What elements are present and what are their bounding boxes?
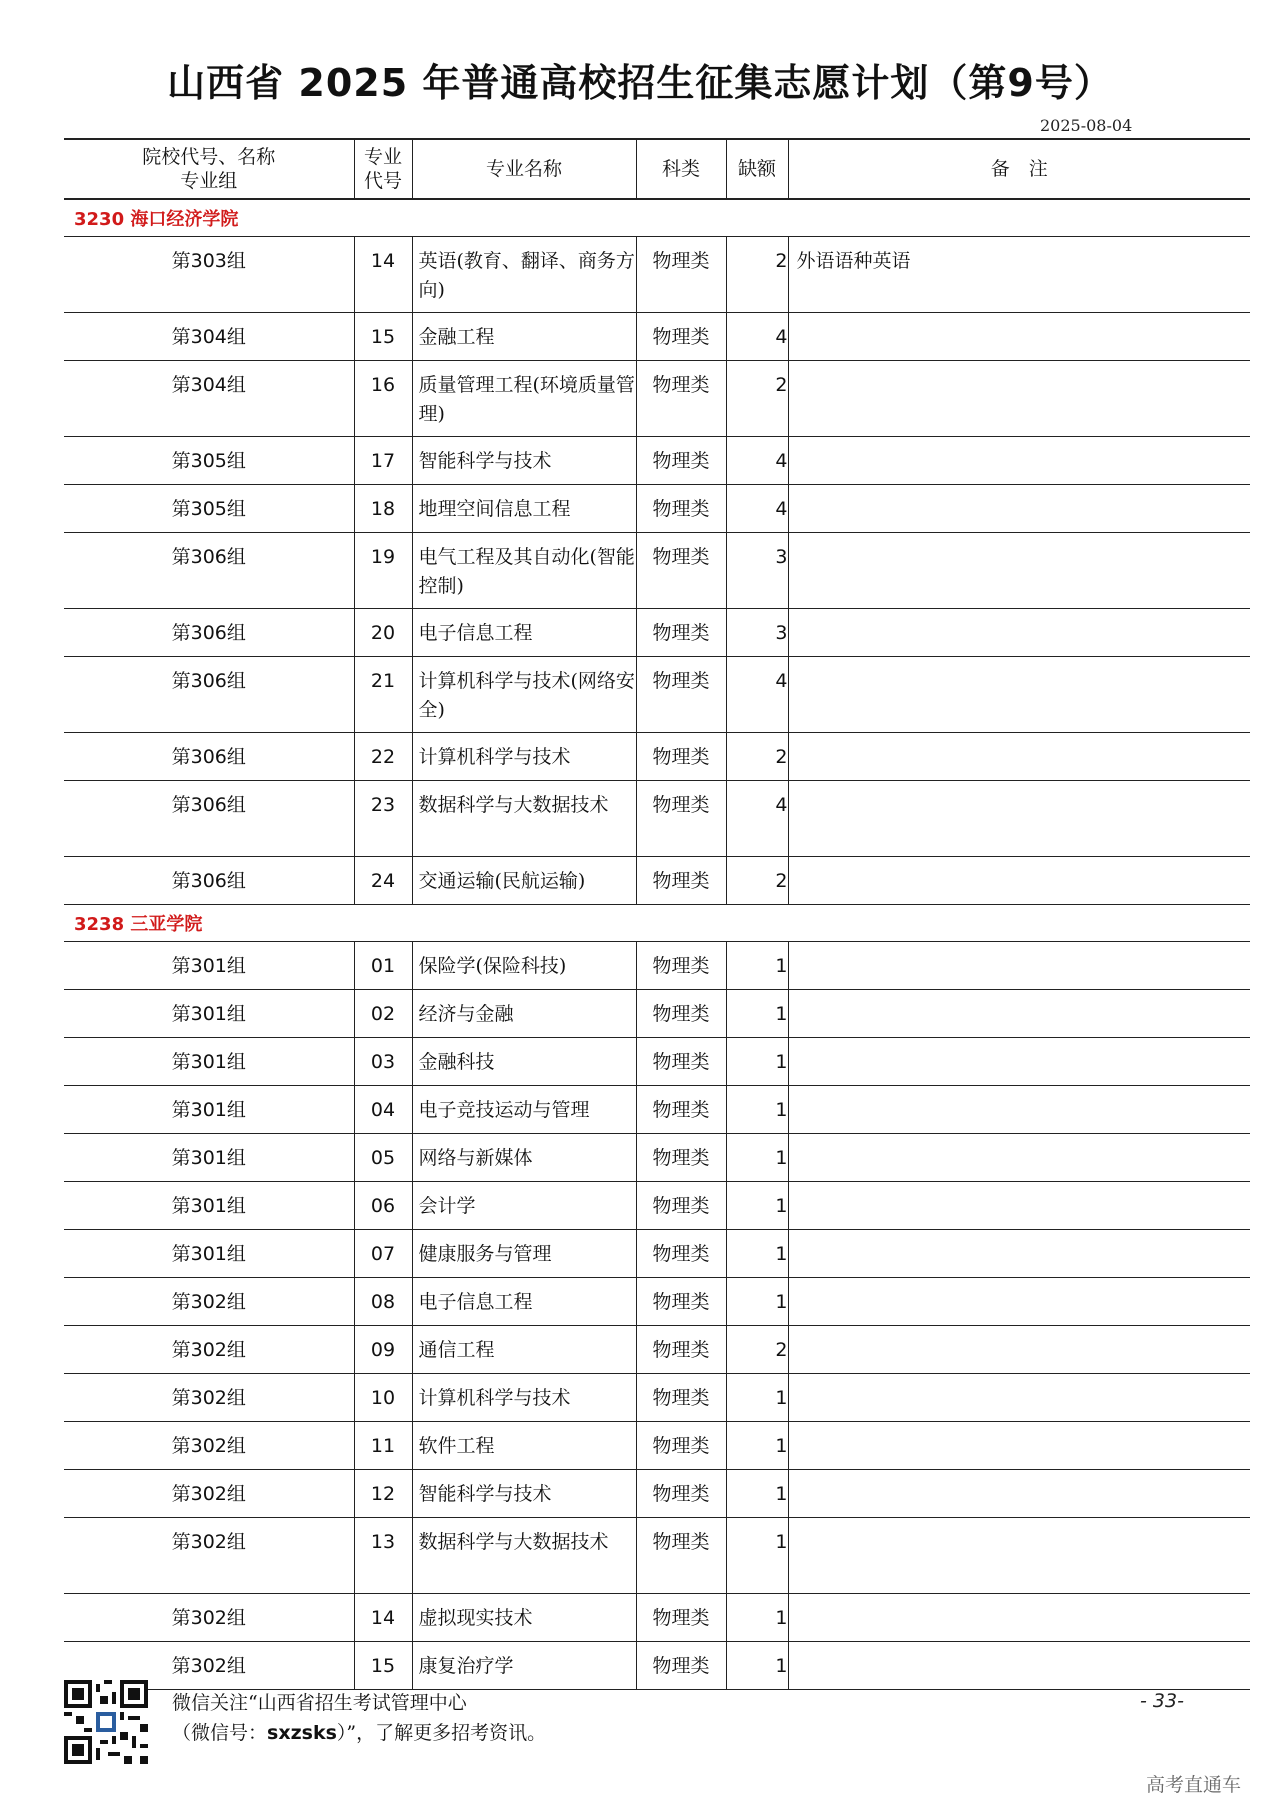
group-cell: 第301组 xyxy=(64,1086,354,1134)
major-name-cell: 计算机科学与技术 xyxy=(412,1374,636,1422)
major-code-cell: 02 xyxy=(354,990,412,1038)
group-cell: 第306组 xyxy=(64,781,354,857)
vacancy-cell: 1 xyxy=(726,1642,788,1690)
footer-line-1: 微信关注“山西省招生考试管理中心 xyxy=(172,1692,467,1714)
table-row xyxy=(64,857,1250,905)
vacancy-cell: 4 xyxy=(726,781,788,857)
major-name-cell: 智能科学与技术 xyxy=(412,437,636,485)
table-row xyxy=(64,1594,1250,1642)
major-name-cell: 数据科学与大数据技术 xyxy=(412,781,636,857)
header-subject: 科类 xyxy=(636,139,726,199)
major-code-cell: 06 xyxy=(354,1182,412,1230)
vacancy-cell: 1 xyxy=(726,1086,788,1134)
header-institution-group xyxy=(64,139,354,199)
major-code-cell: 13 xyxy=(354,1518,412,1594)
major-name-cell: 经济与金融 xyxy=(412,990,636,1038)
group-cell: 第302组 xyxy=(64,1594,354,1642)
watermark: 高考直通车 xyxy=(1146,1774,1242,1796)
note-cell xyxy=(788,1518,1250,1594)
group-cell: 第301组 xyxy=(64,1038,354,1086)
header-major-code xyxy=(354,139,412,199)
header-note: 备 注 xyxy=(788,139,1250,199)
major-name-cell: 网络与新媒体 xyxy=(412,1134,636,1182)
note-cell xyxy=(788,733,1250,781)
table-row xyxy=(64,1134,1250,1182)
major-code-cell: 01 xyxy=(354,942,412,990)
subject-cell: 物理类 xyxy=(636,437,726,485)
note-cell xyxy=(788,1182,1250,1230)
footer-line-2-prefix: （微信号： xyxy=(172,1722,268,1744)
note-cell xyxy=(788,1038,1250,1086)
institution-heading-row xyxy=(64,199,1250,237)
vacancy-cell: 3 xyxy=(726,533,788,609)
subject-cell: 物理类 xyxy=(636,237,726,313)
major-code-cell: 10 xyxy=(354,1374,412,1422)
note-cell xyxy=(788,1470,1250,1518)
group-cell: 第301组 xyxy=(64,1230,354,1278)
table-row xyxy=(64,657,1250,733)
major-code-cell: 14 xyxy=(354,237,412,313)
major-name-cell: 通信工程 xyxy=(412,1326,636,1374)
table-row xyxy=(64,1470,1250,1518)
vacancy-cell: 1 xyxy=(726,942,788,990)
major-name-cell: 虚拟现实技术 xyxy=(412,1594,636,1642)
vacancy-cell: 2 xyxy=(726,361,788,437)
vacancy-cell: 1 xyxy=(726,1374,788,1422)
note-cell xyxy=(788,1278,1250,1326)
footer-wechat-notice xyxy=(172,1688,546,1748)
major-name-cell: 金融工程 xyxy=(412,313,636,361)
group-cell: 第302组 xyxy=(64,1422,354,1470)
major-code-cell: 19 xyxy=(354,533,412,609)
subject-cell: 物理类 xyxy=(636,733,726,781)
note-cell: 外语语种英语 xyxy=(788,237,1250,313)
major-name-cell: 康复治疗学 xyxy=(412,1642,636,1690)
note-cell xyxy=(788,1326,1250,1374)
major-name-cell: 软件工程 xyxy=(412,1422,636,1470)
group-cell: 第302组 xyxy=(64,1470,354,1518)
footer-line-2-suffix: ）”，了解更多招考资讯。 xyxy=(336,1722,547,1744)
group-cell: 第306组 xyxy=(64,857,354,905)
note-cell xyxy=(788,1422,1250,1470)
major-code-cell: 15 xyxy=(354,313,412,361)
table-row xyxy=(64,313,1250,361)
footer-line-2 xyxy=(172,1718,546,1748)
group-cell: 第304组 xyxy=(64,313,354,361)
subject-cell: 物理类 xyxy=(636,1278,726,1326)
major-name-cell: 地理空间信息工程 xyxy=(412,485,636,533)
table-row xyxy=(64,781,1250,857)
major-code-cell: 23 xyxy=(354,781,412,857)
vacancy-cell: 4 xyxy=(726,657,788,733)
major-name-cell: 智能科学与技术 xyxy=(412,1470,636,1518)
subject-cell: 物理类 xyxy=(636,1038,726,1086)
group-cell: 第301组 xyxy=(64,1182,354,1230)
subject-cell: 物理类 xyxy=(636,1134,726,1182)
group-cell: 第305组 xyxy=(64,437,354,485)
table-row xyxy=(64,1230,1250,1278)
group-cell: 第303组 xyxy=(64,237,354,313)
subject-cell: 物理类 xyxy=(636,1422,726,1470)
vacancy-cell: 2 xyxy=(726,857,788,905)
subject-cell: 物理类 xyxy=(636,485,726,533)
note-cell xyxy=(788,657,1250,733)
table-row xyxy=(64,1182,1250,1230)
vacancy-cell: 1 xyxy=(726,1038,788,1086)
major-code-cell: 07 xyxy=(354,1230,412,1278)
subject-cell: 物理类 xyxy=(636,781,726,857)
vacancy-cell: 1 xyxy=(726,1594,788,1642)
subject-cell: 物理类 xyxy=(636,1374,726,1422)
vacancy-cell: 1 xyxy=(726,990,788,1038)
major-code-cell: 18 xyxy=(354,485,412,533)
major-code-cell: 22 xyxy=(354,733,412,781)
footer-wechat-id: sxzsks xyxy=(267,1722,337,1744)
institution-heading-row xyxy=(64,905,1250,942)
major-name-cell: 会计学 xyxy=(412,1182,636,1230)
table-row xyxy=(64,533,1250,609)
institution-heading: 3238 三亚学院 xyxy=(64,905,1250,942)
note-cell xyxy=(788,942,1250,990)
table-header-row xyxy=(64,139,1250,199)
subject-cell: 物理类 xyxy=(636,990,726,1038)
institution-heading: 3230 海口经济学院 xyxy=(64,199,1250,237)
note-cell xyxy=(788,781,1250,857)
table-body xyxy=(64,199,1250,1690)
major-name-cell: 健康服务与管理 xyxy=(412,1230,636,1278)
major-name-cell: 交通运输(民航运输) xyxy=(412,857,636,905)
note-cell xyxy=(788,437,1250,485)
note-cell xyxy=(788,1230,1250,1278)
note-cell xyxy=(788,1086,1250,1134)
vacancy-cell: 1 xyxy=(726,1518,788,1594)
vacancy-cell: 1 xyxy=(726,1470,788,1518)
major-name-cell: 计算机科学与技术 xyxy=(412,733,636,781)
subject-cell: 物理类 xyxy=(636,609,726,657)
major-code-cell: 09 xyxy=(354,1326,412,1374)
table-row xyxy=(64,237,1250,313)
admission-plan-table xyxy=(64,138,1250,1690)
group-cell: 第302组 xyxy=(64,1326,354,1374)
subject-cell: 物理类 xyxy=(636,533,726,609)
major-code-cell: 24 xyxy=(354,857,412,905)
major-code-cell: 16 xyxy=(354,361,412,437)
table-row xyxy=(64,1278,1250,1326)
major-name-cell: 电子信息工程 xyxy=(412,609,636,657)
subject-cell: 物理类 xyxy=(636,1642,726,1690)
group-cell: 第302组 xyxy=(64,1278,354,1326)
subject-cell: 物理类 xyxy=(636,1518,726,1594)
table-row xyxy=(64,361,1250,437)
table-row xyxy=(64,733,1250,781)
page-number: - 33- xyxy=(1140,1690,1184,1712)
subject-cell: 物理类 xyxy=(636,1086,726,1134)
note-cell xyxy=(788,857,1250,905)
vacancy-cell: 1 xyxy=(726,1230,788,1278)
major-name-cell: 电气工程及其自动化(智能控制) xyxy=(412,533,636,609)
table-row xyxy=(64,1374,1250,1422)
group-cell: 第301组 xyxy=(64,1134,354,1182)
subject-cell: 物理类 xyxy=(636,657,726,733)
header-institution-label: 院校代号、名称 xyxy=(142,146,276,168)
page-title: 山西省 2025 年普通高校招生征集志愿计划（第9号） xyxy=(167,61,1113,105)
group-cell: 第305组 xyxy=(64,485,354,533)
major-code-cell: 17 xyxy=(354,437,412,485)
major-code-cell: 11 xyxy=(354,1422,412,1470)
group-cell: 第306组 xyxy=(64,533,354,609)
major-code-cell: 21 xyxy=(354,657,412,733)
major-code-cell: 20 xyxy=(354,609,412,657)
major-code-cell: 15 xyxy=(354,1642,412,1690)
major-name-cell: 计算机科学与技术(网络安全) xyxy=(412,657,636,733)
note-cell xyxy=(788,361,1250,437)
table-row xyxy=(64,1038,1250,1086)
document-date: 2025-08-04 xyxy=(1040,116,1133,135)
header-vacancy: 缺额 xyxy=(726,139,788,199)
vacancy-cell: 1 xyxy=(726,1182,788,1230)
table-row xyxy=(64,1422,1250,1470)
group-cell: 第306组 xyxy=(64,657,354,733)
subject-cell: 物理类 xyxy=(636,1182,726,1230)
vacancy-cell: 2 xyxy=(726,237,788,313)
header-major-name: 专业名称 xyxy=(412,139,636,199)
subject-cell: 物理类 xyxy=(636,1230,726,1278)
subject-cell: 物理类 xyxy=(636,361,726,437)
note-cell xyxy=(788,485,1250,533)
major-code-cell: 08 xyxy=(354,1278,412,1326)
major-code-cell: 04 xyxy=(354,1086,412,1134)
note-cell xyxy=(788,313,1250,361)
major-name-cell: 保险学(保险科技) xyxy=(412,942,636,990)
subject-cell: 物理类 xyxy=(636,1470,726,1518)
major-name-cell: 英语(教育、翻译、商务方向) xyxy=(412,237,636,313)
subject-cell: 物理类 xyxy=(636,1594,726,1642)
major-name-cell: 金融科技 xyxy=(412,1038,636,1086)
table-row xyxy=(64,1086,1250,1134)
group-cell: 第302组 xyxy=(64,1642,354,1690)
major-code-cell: 14 xyxy=(354,1594,412,1642)
group-cell: 第302组 xyxy=(64,1374,354,1422)
vacancy-cell: 3 xyxy=(726,609,788,657)
vacancy-cell: 4 xyxy=(726,437,788,485)
group-cell: 第301组 xyxy=(64,942,354,990)
vacancy-cell: 1 xyxy=(726,1278,788,1326)
qr-code-icon xyxy=(64,1680,148,1764)
header-major-code-line2: 代号 xyxy=(363,170,402,192)
vacancy-cell: 2 xyxy=(726,1326,788,1374)
group-cell: 第302组 xyxy=(64,1518,354,1594)
major-name-cell: 数据科学与大数据技术 xyxy=(412,1518,636,1594)
note-cell xyxy=(788,1134,1250,1182)
note-cell xyxy=(788,1594,1250,1642)
note-cell xyxy=(788,1642,1250,1690)
vacancy-cell: 4 xyxy=(726,313,788,361)
table-row xyxy=(64,1518,1250,1594)
table-row xyxy=(64,1642,1250,1690)
major-name-cell: 质量管理工程(环境质量管理) xyxy=(412,361,636,437)
group-cell: 第304组 xyxy=(64,361,354,437)
vacancy-cell: 1 xyxy=(726,1134,788,1182)
table-row xyxy=(64,437,1250,485)
note-cell xyxy=(788,533,1250,609)
vacancy-cell: 2 xyxy=(726,733,788,781)
major-code-cell: 12 xyxy=(354,1470,412,1518)
table-row xyxy=(64,609,1250,657)
table-row xyxy=(64,942,1250,990)
subject-cell: 物理类 xyxy=(636,942,726,990)
group-cell: 第306组 xyxy=(64,609,354,657)
group-cell: 第301组 xyxy=(64,990,354,1038)
table-row xyxy=(64,990,1250,1038)
group-cell: 第306组 xyxy=(64,733,354,781)
note-cell xyxy=(788,1374,1250,1422)
header-major-code-line1: 专业 xyxy=(363,146,402,168)
subject-cell: 物理类 xyxy=(636,1326,726,1374)
table-row xyxy=(64,1326,1250,1374)
subject-cell: 物理类 xyxy=(636,313,726,361)
vacancy-cell: 1 xyxy=(726,1422,788,1470)
header-group-label: 专业组 xyxy=(180,170,238,192)
major-name-cell: 电子竞技运动与管理 xyxy=(412,1086,636,1134)
vacancy-cell: 4 xyxy=(726,485,788,533)
note-cell xyxy=(788,609,1250,657)
major-code-cell: 03 xyxy=(354,1038,412,1086)
major-code-cell: 05 xyxy=(354,1134,412,1182)
major-name-cell: 电子信息工程 xyxy=(412,1278,636,1326)
table-row xyxy=(64,485,1250,533)
note-cell xyxy=(788,990,1250,1038)
subject-cell: 物理类 xyxy=(636,857,726,905)
